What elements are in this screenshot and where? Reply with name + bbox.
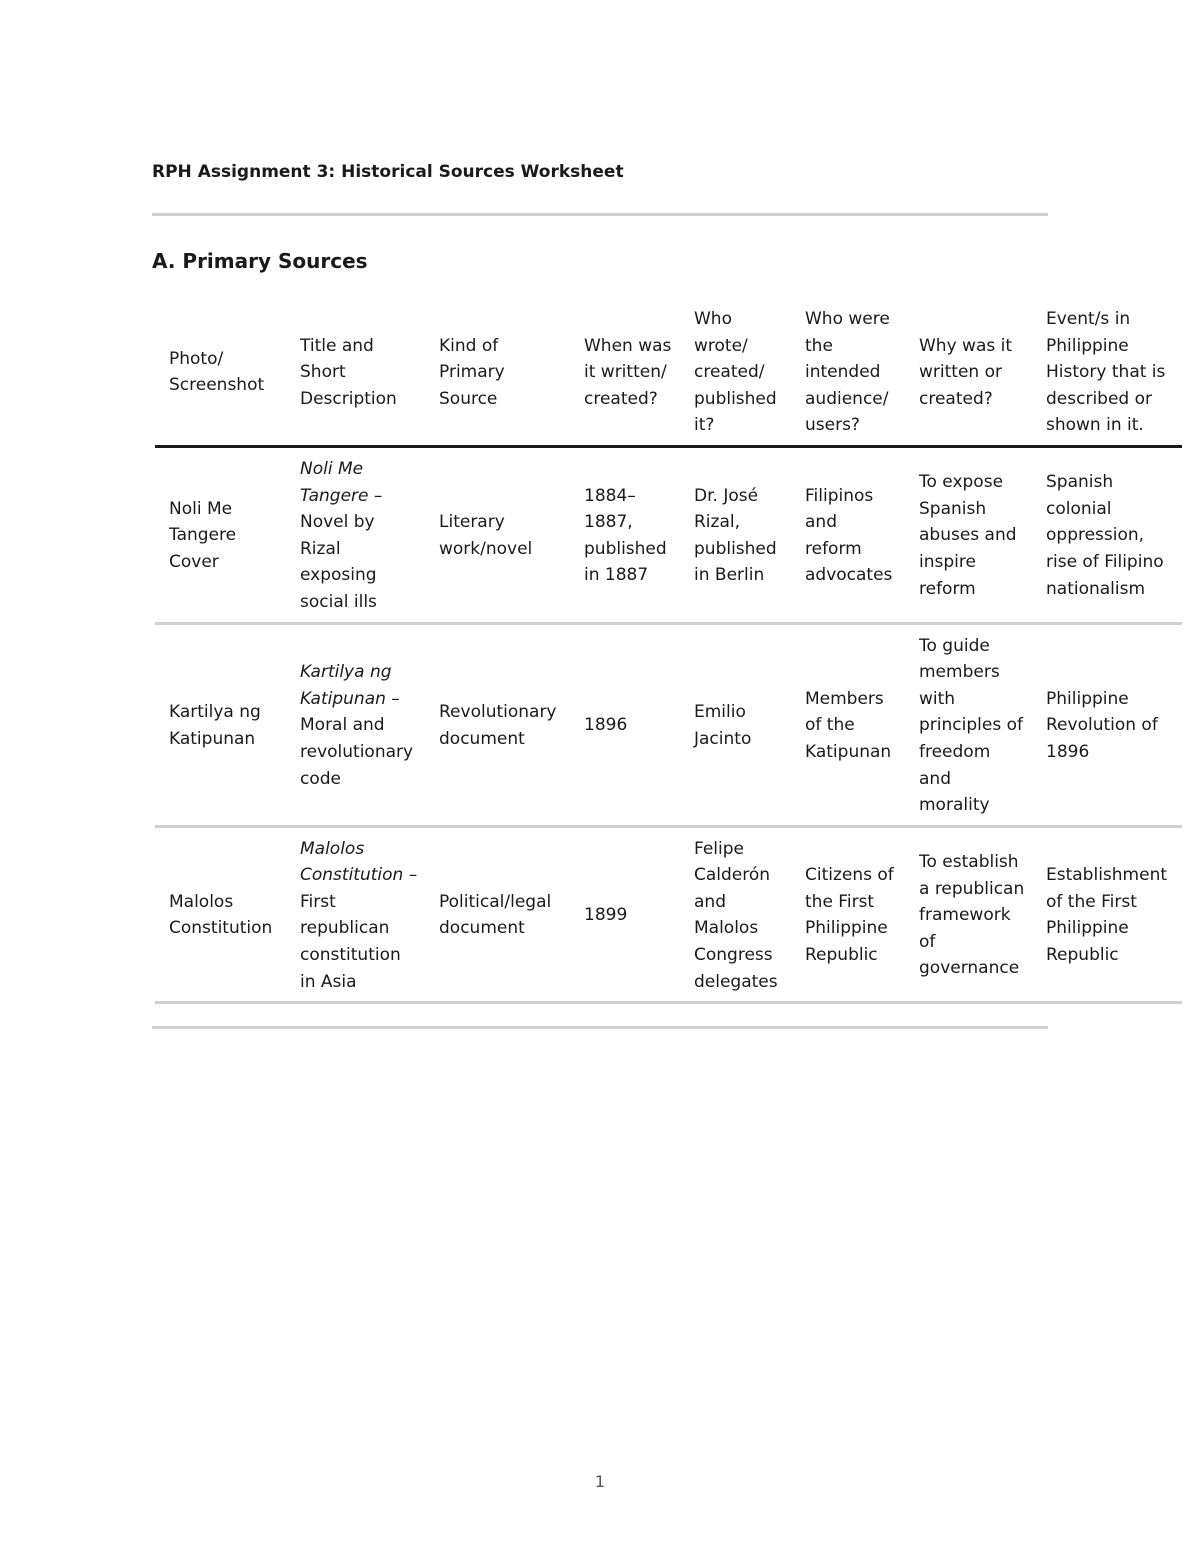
- cell-who: Emilio Jacinto: [680, 623, 791, 826]
- cell-photo: Kartilya ng Katipunan: [155, 623, 286, 826]
- page-number: 1: [594, 1472, 606, 1491]
- section-heading: A. Primary Sources: [152, 249, 368, 273]
- cell-title-italic: Malolos Constitution: [300, 838, 404, 886]
- cell-when: 1896: [570, 623, 680, 826]
- document-title: RPH Assignment 3: Historical Sources Worksheet: [152, 162, 624, 182]
- header-when: When was it written/ created?: [570, 304, 680, 446]
- header-audience: Who were the intended audience/ users?: [791, 304, 905, 446]
- cell-audience: Citizens of the First Philippine Republic: [791, 826, 905, 1003]
- cell-why: To expose Spanish abuses and inspire reform: [905, 446, 1032, 623]
- cell-title: [286, 446, 425, 623]
- cell-kind: Literary work/novel: [425, 446, 570, 623]
- cell-why: To establish a republican framework of governance: [905, 826, 1032, 1003]
- cell-kind: Political/legal document: [425, 826, 570, 1003]
- top-divider: [152, 213, 1048, 216]
- table-row: [155, 446, 1182, 623]
- cell-photo: Malolos Constitution: [155, 826, 286, 1003]
- cell-kind: Revolutionary document: [425, 623, 570, 826]
- cell-when: 1899: [570, 826, 680, 1003]
- cell-title-desc: – Moral and revolutionary code: [300, 688, 414, 789]
- cell-title: [286, 826, 425, 1003]
- cell-audience: Members of the Katipunan: [791, 623, 905, 826]
- table-header-row: [155, 304, 1182, 446]
- primary-sources-table: [155, 304, 1182, 1004]
- cell-who: Felipe Calderón and Malolos Congress delegates: [680, 826, 791, 1003]
- header-event: Event/s in Philippine History that is described or shown in it.: [1032, 304, 1182, 446]
- cell-who: Dr. José Rizal, published in Berlin: [680, 446, 791, 623]
- header-kind: Kind of Primary Source: [425, 304, 570, 446]
- cell-photo: Noli Me Tangere Cover: [155, 446, 286, 623]
- cell-event: Philippine Revolution of 1896: [1032, 623, 1182, 826]
- cell-audience: Filipinos and reform advocates: [791, 446, 905, 623]
- cell-event: Spanish colonial oppression, rise of Filipino nationalism: [1032, 446, 1182, 623]
- header-photo: Photo/ Screenshot: [155, 304, 286, 446]
- cell-title-desc: – First republican constitution in Asia: [300, 865, 418, 992]
- header-title: Title and Short Description: [286, 304, 425, 446]
- header-who: Who wrote/ created/ published it?: [680, 304, 791, 446]
- header-why: Why was it written or created?: [905, 304, 1032, 446]
- cell-when: 1884–1887, published in 1887: [570, 446, 680, 623]
- table-row: [155, 826, 1182, 1003]
- cell-event: Establishment of the First Philippine Republic: [1032, 826, 1182, 1003]
- cell-title-italic: Kartilya ng Katipunan: [300, 662, 392, 709]
- cell-why: To guide members with principles of freedom and morality: [905, 623, 1032, 826]
- table-row: [155, 623, 1182, 826]
- cell-title: [286, 623, 425, 826]
- cell-title-desc: – Novel by Rizal exposing social ills: [300, 485, 383, 612]
- cell-title-italic: Noli Me Tangere: [300, 458, 369, 506]
- bottom-divider: [152, 1026, 1048, 1029]
